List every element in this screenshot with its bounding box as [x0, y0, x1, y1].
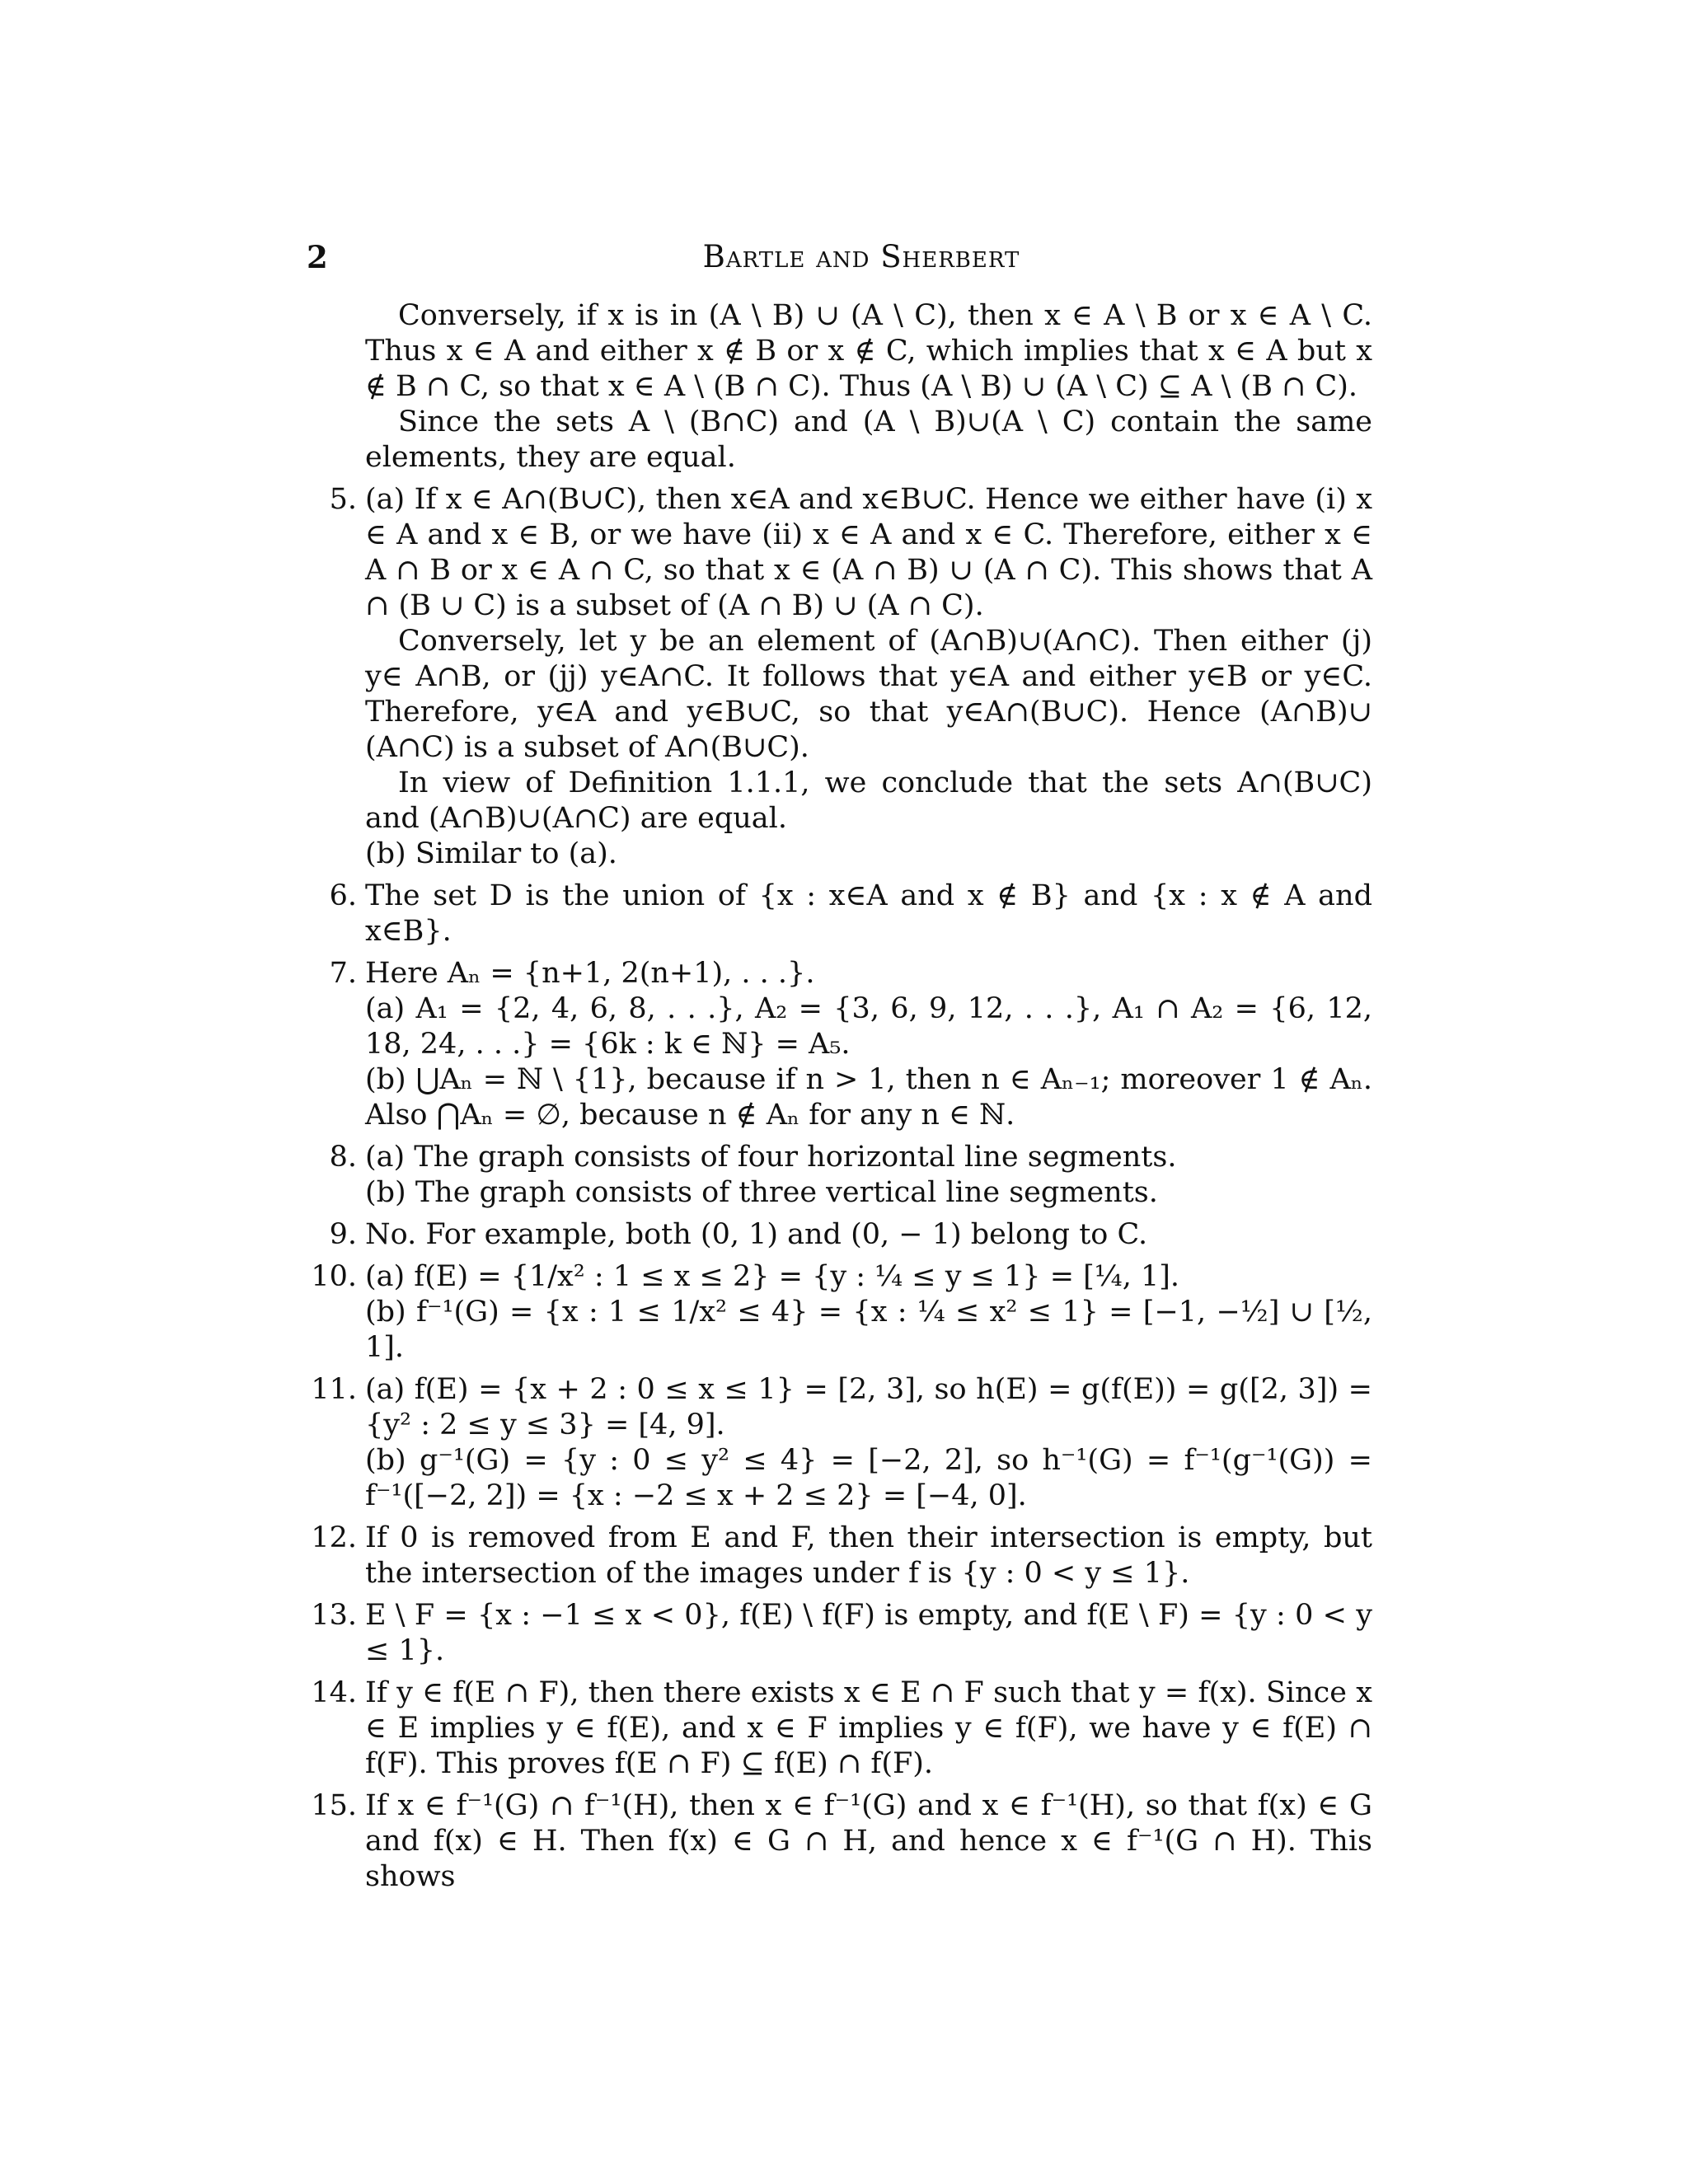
exercise-number: 8. [329, 1141, 357, 1174]
exercise-paragraph: (a) f(E) = {x + 2 : 0 ≤ x ≤ 1} = [2, 3], so h(E) = g(f(E)) = g([2, 3]) = {y² : 2 ≤ y ≤ 3} = [4, 9]. [365, 1373, 1372, 1441]
exercise-10 [311, 1259, 1372, 1366]
exercise-paragraph: No. For example, both (0, 1) and (0, − 1) belong to C. [365, 1218, 1148, 1251]
exercise-paragraph: (b) Similar to (a). [365, 837, 617, 870]
exercise-paragraph: The set D is the union of {x : x∈A and x ∉ B} and {x : x ∉ A and x∈B}. [365, 879, 1372, 948]
exercise-number: 12. [311, 1521, 357, 1554]
exercise-number: 9. [329, 1218, 357, 1251]
exercise-7 [329, 956, 1372, 1133]
exercise-number: 13. [311, 1599, 357, 1632]
exercise-paragraph: (a) The graph consists of four horizontal line segments. [365, 1141, 1177, 1174]
exercise-paragraph: If y ∈ f(E ∩ F), then there exists x ∈ E ∩ F such that y = f(x). Since x ∈ E implies y ∈ f(E), and x ∈ F implies y ∈ f(F), we have y ∈ f(E) ∩ f(F). This proves f(E ∩ F) ⊆ f(E) ∩ f(F). [365, 1676, 1372, 1780]
exercise-paragraph: E \ F = {x : −1 ≤ x < 0}, f(E) \ f(F) is empty, and f(E \ F) = {y : 0 < y ≤ 1}. [365, 1599, 1372, 1667]
intro-paragraph: Conversely, if x is in (A \ B) ∪ (A \ C), then x ∈ A \ B or x ∈ A \ C. Thus x ∈ A and either x ∉ B or x ∉ C, which implies that x ∈ A but x ∉ B ∩ C, so that x ∈ A \ (B ∩ C). Thus (A \ B) ∪ (A \ C) ⊆ A \ (B ∩ C). [365, 299, 1372, 403]
exercise-14 [311, 1675, 1372, 1782]
exercise-6 [329, 879, 1372, 949]
exercise-12 [311, 1521, 1372, 1591]
exercise-paragraph: Conversely, let y be an element of (A∩B)∪(A∩C). Then either (j) y∈ A∩B, or (jj) y∈A∩C. It follows that y∈A and either y∈B or y∈C. Therefore, y∈A and y∈B∪C, so that y∈A∩(B∪C). Hence (A∩B)∪ (A∩C) is a subset of A∩(B∪C). [365, 625, 1372, 764]
exercise-number: 14. [311, 1676, 357, 1709]
exercise-15 [311, 1788, 1372, 1895]
exercise-paragraph: (a) A₁ = {2, 4, 6, 8, . . .}, A₂ = {3, 6, 9, 12, . . .}, A₁ ∩ A₂ = {6, 12, 18, 24, . . .} = {6k : k ∈ ℕ} = A₅. [365, 992, 1372, 1061]
exercise-paragraph: (b) f⁻¹(G) = {x : 1 ≤ 1/x² ≤ 4} = {x : ¼ ≤ x² ≤ 1} = [−1, −½] ∪ [½, 1]. [365, 1296, 1372, 1364]
exercise-11 [311, 1372, 1372, 1514]
exercise-paragraph: (a) f(E) = {1/x² : 1 ≤ x ≤ 2} = {y : ¼ ≤ y ≤ 1} = [¼, 1]. [365, 1260, 1180, 1293]
exercise-paragraph: Here Aₙ = {n+1, 2(n+1), . . .}. [365, 957, 815, 990]
exercise-5 [329, 482, 1372, 872]
exercise-9 [329, 1217, 1372, 1253]
exercise-paragraph: (a) If x ∈ A∩(B∪C), then x∈A and x∈B∪C. Hence we either have (i) x ∈ A and x ∈ B, or we have (ii) x ∈ A and x ∈ C. Therefore, either x ∈ A ∩ B or x ∈ A ∩ C, so that x ∈ (A ∩ B) ∪ (A ∩ C). This shows that A ∩ (B ∪ C) is a subset of (A ∩ B) ∪ (A ∩ C). [365, 483, 1372, 622]
exercise-8 [329, 1140, 1372, 1211]
exercise-number: 15. [311, 1789, 357, 1822]
exercise-number: 5. [329, 483, 357, 516]
exercise-number: 11. [311, 1373, 357, 1406]
exercise-paragraph: (b) ⋃Aₙ = ℕ \ {1}, because if n > 1, then n ∈ Aₙ₋₁; moreover 1 ∉ Aₙ. Also ⋂Aₙ = ∅, because n ∉ Aₙ for any n ∈ ℕ. [365, 1063, 1372, 1132]
exercise-number: 7. [329, 957, 357, 990]
exercise-paragraph: If 0 is removed from E and F, then their intersection is empty, but the intersection of the images under f is {y : 0 < y ≤ 1}. [365, 1521, 1372, 1590]
exercise-paragraph: In view of Definition 1.1.1, we conclude that the sets A∩(B∪C) and (A∩B)∪(A∩C) are equal. [365, 766, 1372, 835]
exercise-number: 6. [329, 879, 357, 912]
page-number: 2 [307, 239, 328, 275]
exercise-paragraph: (b) g⁻¹(G) = {y : 0 ≤ y² ≤ 4} = [−2, 2], so h⁻¹(G) = f⁻¹(g⁻¹(G)) = f⁻¹([−2, 2]) = {x : −2 ≤ x + 2 ≤ 2} = [−4, 0]. [365, 1444, 1372, 1512]
exercise-paragraph: (b) The graph consists of three vertical line segments. [365, 1176, 1158, 1209]
intro-paragraph: Since the sets A \ (B∩C) and (A \ B)∪(A \ C) contain the same elements, they are equal. [365, 405, 1372, 474]
solutions-body [311, 298, 1372, 1895]
exercise-paragraph: If x ∈ f⁻¹(G) ∩ f⁻¹(H), then x ∈ f⁻¹(G) and x ∈ f⁻¹(H), so that f(x) ∈ G and f(x) ∈ H. Then f(x) ∈ G ∩ H, and hence x ∈ f⁻¹(G ∩ H). This shows [365, 1789, 1372, 1893]
running-head: Bartle and Sherbert [702, 239, 1020, 274]
exercise-13 [311, 1598, 1372, 1669]
exercise-number: 10. [311, 1260, 357, 1293]
